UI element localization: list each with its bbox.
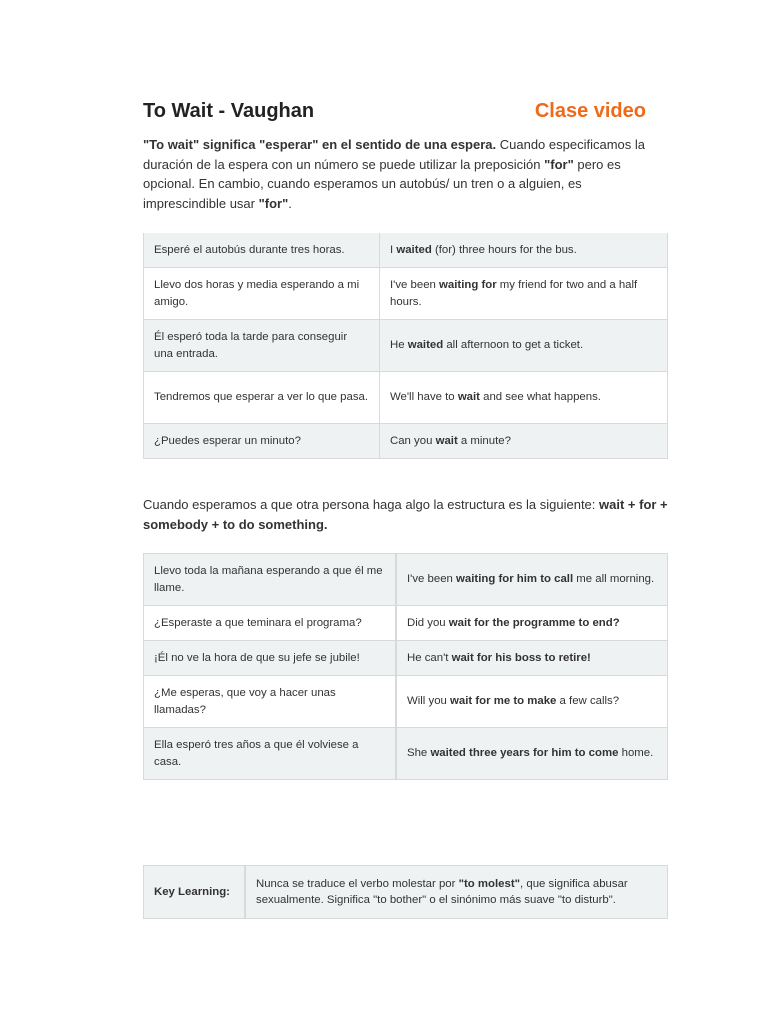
video-class-link[interactable]: Clase video — [534, 100, 646, 122]
spanish-cell: ¿Me esperas, que voy a hacer unas llamadas? — [144, 676, 397, 728]
intro-paragraph — [143, 135, 668, 213]
document-page — [143, 100, 668, 919]
table-row — [144, 233, 668, 268]
english-cell: We'll have to wait and see what happens. — [380, 372, 668, 424]
examples-table-2 — [143, 553, 668, 780]
english-cell: He waited all afternoon to get a ticket. — [380, 320, 668, 372]
table-row — [144, 320, 668, 372]
english-cell: I've been waiting for him to call me all morning. — [396, 554, 668, 606]
spanish-cell: Llevo toda la mañana esperando a que él me llame. — [144, 554, 397, 606]
table-row — [144, 372, 668, 424]
spanish-cell: Esperé el autobús durante tres horas. — [144, 233, 380, 268]
table-row — [144, 424, 668, 459]
structure-text: Cuando esperamos a que otra persona haga algo la estructura es la siguiente: — [143, 497, 600, 512]
spanish-cell: ¿Puedes esperar un minuto? — [144, 424, 380, 459]
english-cell: He can't wait for his boss to retire! — [396, 641, 668, 676]
spanish-cell: ¡Él no ve la hora de que su jefe se jubile! — [144, 641, 397, 676]
key-learning-label: Key Learning: — [144, 866, 246, 919]
key-learning-box — [143, 865, 668, 919]
spanish-cell: Ella esperó tres años a que él volviese a casa. — [144, 728, 397, 780]
structure-formula: wait + for + somebody + to do something. — [143, 497, 668, 532]
header — [143, 100, 668, 123]
table-row — [144, 268, 668, 320]
intro-text-2: pero es opcional. En cambio, cuando esperamos un autobús/ un tren o a alguien, es imprescindible usar — [143, 156, 621, 211]
intro-text-3: . — [288, 195, 292, 211]
table-row — [144, 606, 668, 641]
table-row — [144, 554, 668, 606]
spanish-cell: ¿Esperaste a que teminara el programa? — [144, 606, 397, 641]
english-cell: I waited (for) three hours for the bus. — [380, 233, 668, 268]
key-learning-text: Nunca se traduce el verbo molestar por "to molest", que significa abusar sexualmente. Significa "to bother" o el sinónimo más suave "to disturb". — [245, 866, 668, 919]
structure-paragraph — [143, 495, 668, 534]
intro-text-1: Cuando especificamos la duración de la espera con un número se puede utilizar la preposición — [143, 137, 645, 172]
english-cell: I've been waiting for my friend for two and a half hours. — [380, 268, 668, 320]
english-cell: Can you wait a minute? — [380, 424, 668, 459]
spanish-cell: Él esperó toda la tarde para conseguir una entrada. — [144, 320, 380, 372]
english-cell: Did you wait for the programme to end? — [396, 606, 668, 641]
intro-bold-3: "for" — [258, 195, 289, 211]
page-title: To Wait - Vaughan — [143, 100, 315, 122]
examples-table-1 — [143, 233, 668, 459]
spanish-cell: Tendremos que esperar a ver lo que pasa. — [144, 372, 380, 424]
english-cell: Will you wait for me to make a few calls? — [396, 676, 668, 728]
intro-bold-1: "To wait" significa "esperar" en el sentido de una espera. — [143, 137, 497, 152]
spanish-cell: Llevo dos horas y media esperando a mi amigo. — [144, 268, 380, 320]
english-cell: She waited three years for him to come home. — [396, 728, 668, 780]
table-row — [144, 676, 668, 728]
intro-bold-2: "for" — [544, 156, 574, 172]
table-row — [144, 641, 668, 676]
table-row — [144, 728, 668, 780]
key-learning-row — [144, 866, 668, 919]
